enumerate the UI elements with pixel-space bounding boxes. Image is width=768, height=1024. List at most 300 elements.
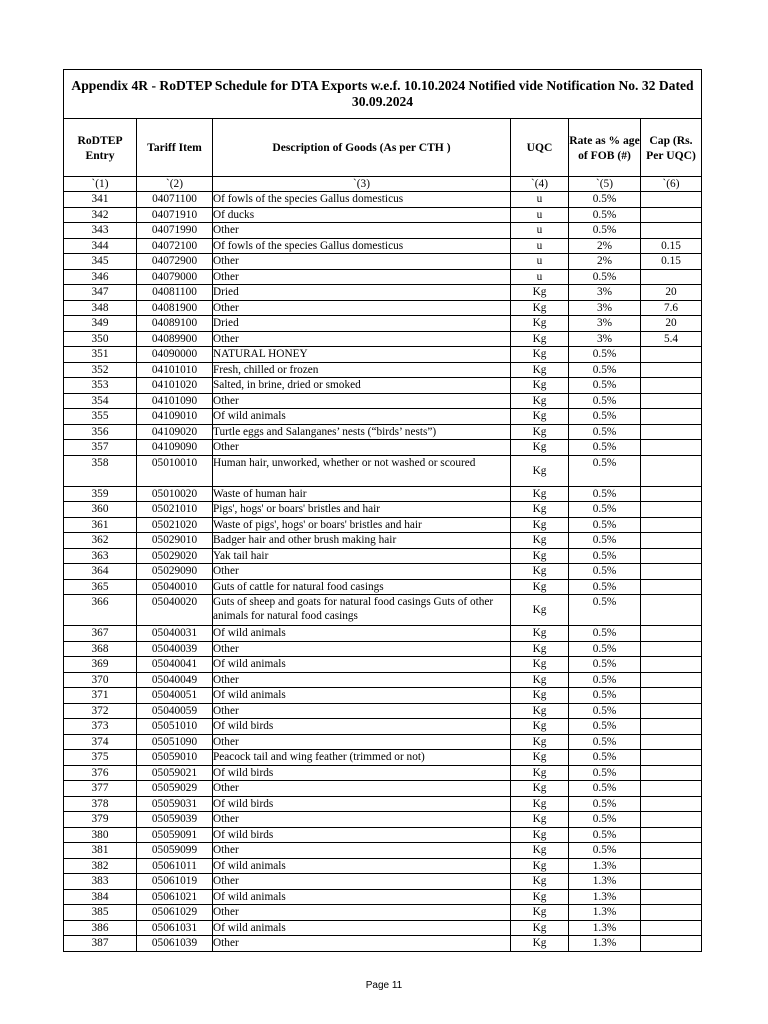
cell-cap — [641, 827, 702, 843]
page-number: Page 11 — [365, 980, 403, 991]
cell-description: Of wild animals — [213, 409, 511, 425]
cell-cap — [641, 719, 702, 735]
table-row — [64, 920, 702, 936]
table-row — [64, 688, 702, 704]
cell-uqc: Kg — [511, 393, 569, 409]
cell-description: Of wild animals — [213, 889, 511, 905]
cell-rate: 1.3% — [569, 858, 641, 874]
cell-uqc: Kg — [511, 843, 569, 859]
cell-cap — [641, 765, 702, 781]
cell-tariff-item: 04109020 — [137, 424, 213, 440]
cell-rate: 0.5% — [569, 362, 641, 378]
table-row — [64, 192, 702, 208]
cell-description: Yak tail hair — [213, 548, 511, 564]
cell-uqc: u — [511, 254, 569, 270]
cell-rate: 1.3% — [569, 889, 641, 905]
cell-tariff-item: 05040031 — [137, 626, 213, 642]
cell-uqc: Kg — [511, 719, 569, 735]
cell-entry: 386 — [64, 920, 137, 936]
cell-cap — [641, 812, 702, 828]
table-row — [64, 207, 702, 223]
cell-description: Of ducks — [213, 207, 511, 223]
cell-cap — [641, 269, 702, 285]
cell-entry: 352 — [64, 362, 137, 378]
cell-uqc: Kg — [511, 579, 569, 595]
cell-cap — [641, 920, 702, 936]
header-tariff: Tariff Item — [137, 119, 213, 177]
cell-tariff-item: 04089100 — [137, 316, 213, 332]
cell-entry: 361 — [64, 517, 137, 533]
cell-uqc: Kg — [511, 378, 569, 394]
cell-uqc: Kg — [511, 936, 569, 952]
cell-description: Other — [213, 843, 511, 859]
table-row — [64, 300, 702, 316]
cell-description: Waste of human hair — [213, 486, 511, 502]
cell-uqc: Kg — [511, 641, 569, 657]
column-number: `(6) — [641, 177, 702, 192]
cell-cap — [641, 858, 702, 874]
cell-entry: 359 — [64, 486, 137, 502]
cell-rate: 0.5% — [569, 378, 641, 394]
cell-entry: 372 — [64, 703, 137, 719]
cell-description: Waste of pigs', hogs' or boars' bristles and hair — [213, 517, 511, 533]
cell-cap — [641, 223, 702, 239]
cell-uqc: Kg — [511, 920, 569, 936]
column-number: `(1) — [64, 177, 137, 192]
cell-rate: 0.5% — [569, 517, 641, 533]
cell-cap — [641, 347, 702, 363]
cell-rate: 0.5% — [569, 641, 641, 657]
cell-uqc: Kg — [511, 362, 569, 378]
cell-rate: 0.5% — [569, 765, 641, 781]
header-uqc: UQC — [511, 119, 569, 177]
cell-entry: 377 — [64, 781, 137, 797]
cell-description: Other — [213, 874, 511, 890]
cell-rate: 2% — [569, 238, 641, 254]
cell-entry: 387 — [64, 936, 137, 952]
table-row — [64, 765, 702, 781]
cell-rate: 0.5% — [569, 440, 641, 456]
cell-entry: 363 — [64, 548, 137, 564]
table-row — [64, 238, 702, 254]
cell-rate: 0.5% — [569, 672, 641, 688]
cell-cap — [641, 440, 702, 456]
cell-uqc: u — [511, 192, 569, 208]
cell-uqc: Kg — [511, 626, 569, 642]
cell-tariff-item: 05059099 — [137, 843, 213, 859]
cell-cap — [641, 378, 702, 394]
cell-tariff-item: 05059039 — [137, 812, 213, 828]
table-row — [64, 719, 702, 735]
cell-uqc: Kg — [511, 734, 569, 750]
cell-description: Other — [213, 905, 511, 921]
cell-cap — [641, 362, 702, 378]
cell-cap — [641, 502, 702, 518]
cell-description: Other — [213, 812, 511, 828]
cell-rate: 0.5% — [569, 750, 641, 766]
cell-description: NATURAL HONEY — [213, 347, 511, 363]
cell-cap — [641, 781, 702, 797]
cell-cap — [641, 533, 702, 549]
cell-rate: 0.5% — [569, 564, 641, 580]
cell-entry: 364 — [64, 564, 137, 580]
table-row — [64, 502, 702, 518]
cell-cap: 7.6 — [641, 300, 702, 316]
table-row — [64, 564, 702, 580]
column-number: `(5) — [569, 177, 641, 192]
cell-rate: 0.5% — [569, 796, 641, 812]
table-row — [64, 269, 702, 285]
table-body — [64, 192, 702, 952]
cell-description: Other — [213, 440, 511, 456]
cell-uqc: Kg — [511, 517, 569, 533]
cell-cap: 20 — [641, 285, 702, 301]
header-entry: RoDTEP Entry — [64, 119, 137, 177]
cell-entry: 357 — [64, 440, 137, 456]
cell-tariff-item: 05061039 — [137, 936, 213, 952]
cell-description: Of wild birds — [213, 719, 511, 735]
cell-entry: 375 — [64, 750, 137, 766]
cell-entry: 353 — [64, 378, 137, 394]
cell-entry: 362 — [64, 533, 137, 549]
cell-description: Badger hair and other brush making hair — [213, 533, 511, 549]
cell-tariff-item: 05059021 — [137, 765, 213, 781]
cell-entry: 373 — [64, 719, 137, 735]
cell-cap — [641, 393, 702, 409]
cell-description: Guts of sheep and goats for natural food casings Guts of other animals for natural food casings — [213, 595, 511, 626]
cell-rate: 0.5% — [569, 657, 641, 673]
cell-rate: 0.5% — [569, 192, 641, 208]
cell-description: Of wild birds — [213, 796, 511, 812]
table-row — [64, 889, 702, 905]
cell-uqc: Kg — [511, 533, 569, 549]
cell-rate: 0.5% — [569, 812, 641, 828]
cell-cap — [641, 409, 702, 425]
cell-description: Other — [213, 269, 511, 285]
table-row — [64, 347, 702, 363]
cell-cap — [641, 579, 702, 595]
cell-description: Of wild animals — [213, 657, 511, 673]
cell-cap — [641, 207, 702, 223]
cell-cap — [641, 517, 702, 533]
cell-cap — [641, 595, 702, 626]
cell-uqc: u — [511, 223, 569, 239]
cell-tariff-item: 05029010 — [137, 533, 213, 549]
cell-cap: 0.15 — [641, 238, 702, 254]
cell-tariff-item: 05059091 — [137, 827, 213, 843]
cell-entry: 371 — [64, 688, 137, 704]
cell-description: Other — [213, 223, 511, 239]
cell-tariff-item: 04079000 — [137, 269, 213, 285]
cell-rate: 0.5% — [569, 409, 641, 425]
cell-uqc: Kg — [511, 812, 569, 828]
table-row — [64, 905, 702, 921]
table-row — [64, 626, 702, 642]
rodtep-schedule-table — [63, 69, 702, 952]
cell-uqc: Kg — [511, 564, 569, 580]
table-title: Appendix 4R - RoDTEP Schedule for DTA Exports w.e.f. 10.10.2024 Notified vide Notification No. 32 Dated 30.09.2024 — [64, 70, 702, 119]
table-row — [64, 331, 702, 347]
cell-tariff-item: 04071990 — [137, 223, 213, 239]
cell-uqc: Kg — [511, 595, 569, 626]
column-number: `(2) — [137, 177, 213, 192]
table-row — [64, 750, 702, 766]
cell-entry: 384 — [64, 889, 137, 905]
cell-uqc: Kg — [511, 285, 569, 301]
cell-uqc: Kg — [511, 548, 569, 564]
table-row — [64, 533, 702, 549]
cell-rate: 1.3% — [569, 920, 641, 936]
table-row — [64, 734, 702, 750]
cell-entry: 380 — [64, 827, 137, 843]
cell-cap — [641, 688, 702, 704]
cell-uqc: Kg — [511, 424, 569, 440]
cell-uqc: Kg — [511, 703, 569, 719]
cell-uqc: Kg — [511, 409, 569, 425]
table-row — [64, 424, 702, 440]
cell-description: Salted, in brine, dried or smoked — [213, 378, 511, 394]
cell-entry: 347 — [64, 285, 137, 301]
cell-description: Of wild animals — [213, 626, 511, 642]
cell-uqc: u — [511, 238, 569, 254]
table-row — [64, 672, 702, 688]
cell-tariff-item: 05040010 — [137, 579, 213, 595]
cell-entry: 342 — [64, 207, 137, 223]
cell-tariff-item: 04072100 — [137, 238, 213, 254]
cell-tariff-item: 05059010 — [137, 750, 213, 766]
cell-uqc: Kg — [511, 672, 569, 688]
cell-tariff-item: 05061021 — [137, 889, 213, 905]
cell-tariff-item: 04089900 — [137, 331, 213, 347]
cell-uqc: Kg — [511, 331, 569, 347]
cell-tariff-item: 04072900 — [137, 254, 213, 270]
cell-uqc: Kg — [511, 874, 569, 890]
cell-description: Other — [213, 672, 511, 688]
cell-uqc: u — [511, 207, 569, 223]
cell-description: Of wild animals — [213, 920, 511, 936]
cell-rate: 0.5% — [569, 223, 641, 239]
cell-cap — [641, 564, 702, 580]
cell-tariff-item: 05021020 — [137, 517, 213, 533]
cell-tariff-item: 05029090 — [137, 564, 213, 580]
cell-description: Of wild birds — [213, 765, 511, 781]
cell-rate: 0.5% — [569, 424, 641, 440]
cell-cap — [641, 796, 702, 812]
cell-description: Turtle eggs and Salanganes’ nests (“birds’ nests”) — [213, 424, 511, 440]
header-rate: Rate as % age of FOB (#) — [569, 119, 641, 177]
table-row — [64, 517, 702, 533]
cell-description: Other — [213, 300, 511, 316]
cell-description: Of fowls of the species Gallus domesticus — [213, 238, 511, 254]
cell-entry: 383 — [64, 874, 137, 890]
cell-entry: 358 — [64, 455, 137, 486]
cell-rate: 0.5% — [569, 486, 641, 502]
table-row — [64, 316, 702, 332]
cell-entry: 378 — [64, 796, 137, 812]
cell-cap — [641, 843, 702, 859]
cell-description: Dried — [213, 316, 511, 332]
cell-description: Of wild animals — [213, 688, 511, 704]
table-row — [64, 285, 702, 301]
table-row — [64, 223, 702, 239]
cell-cap — [641, 641, 702, 657]
cell-description: Pigs', hogs' or boars' bristles and hair — [213, 502, 511, 518]
cell-description: Dried — [213, 285, 511, 301]
cell-tariff-item: 04081100 — [137, 285, 213, 301]
cell-tariff-item: 04071910 — [137, 207, 213, 223]
cell-description: Other — [213, 254, 511, 270]
table-row — [64, 362, 702, 378]
cell-uqc: u — [511, 269, 569, 285]
cell-uqc: Kg — [511, 455, 569, 486]
cell-rate: 3% — [569, 316, 641, 332]
cell-rate: 0.5% — [569, 843, 641, 859]
cell-rate: 0.5% — [569, 533, 641, 549]
column-number: `(4) — [511, 177, 569, 192]
cell-tariff-item: 05040051 — [137, 688, 213, 704]
table-row — [64, 641, 702, 657]
cell-cap — [641, 889, 702, 905]
cell-cap — [641, 734, 702, 750]
cell-rate: 3% — [569, 331, 641, 347]
cell-entry: 374 — [64, 734, 137, 750]
table-row — [64, 796, 702, 812]
cell-tariff-item: 04101010 — [137, 362, 213, 378]
cell-tariff-item: 04109090 — [137, 440, 213, 456]
cell-uqc: Kg — [511, 688, 569, 704]
cell-entry: 354 — [64, 393, 137, 409]
cell-entry: 370 — [64, 672, 137, 688]
cell-rate: 0.5% — [569, 626, 641, 642]
cell-description: Other — [213, 641, 511, 657]
cell-rate: 0.5% — [569, 548, 641, 564]
cell-entry: 366 — [64, 595, 137, 626]
cell-uqc: Kg — [511, 796, 569, 812]
cell-tariff-item: 04109010 — [137, 409, 213, 425]
cell-rate: 0.5% — [569, 827, 641, 843]
cell-description: Other — [213, 564, 511, 580]
cell-description: Of wild birds — [213, 827, 511, 843]
cell-entry: 355 — [64, 409, 137, 425]
cell-rate: 3% — [569, 300, 641, 316]
cell-rate: 0.5% — [569, 347, 641, 363]
cell-description: Other — [213, 781, 511, 797]
cell-tariff-item: 05040039 — [137, 641, 213, 657]
table-row — [64, 827, 702, 843]
cell-cap — [641, 548, 702, 564]
cell-uqc: Kg — [511, 486, 569, 502]
cell-uqc: Kg — [511, 440, 569, 456]
cell-tariff-item: 05021010 — [137, 502, 213, 518]
cell-cap — [641, 703, 702, 719]
table-row — [64, 455, 702, 486]
cell-rate: 3% — [569, 285, 641, 301]
cell-cap: 0.15 — [641, 254, 702, 270]
cell-description: Of wild animals — [213, 858, 511, 874]
table-row — [64, 874, 702, 890]
cell-description: Other — [213, 936, 511, 952]
cell-rate: 1.3% — [569, 905, 641, 921]
cell-entry: 349 — [64, 316, 137, 332]
cell-entry: 360 — [64, 502, 137, 518]
cell-cap — [641, 657, 702, 673]
cell-uqc: Kg — [511, 347, 569, 363]
cell-rate: 0.5% — [569, 579, 641, 595]
cell-entry: 369 — [64, 657, 137, 673]
cell-description: Other — [213, 393, 511, 409]
cell-entry: 345 — [64, 254, 137, 270]
cell-tariff-item: 05059031 — [137, 796, 213, 812]
table-row — [64, 579, 702, 595]
header-description: Description of Goods (As per CTH ) — [213, 119, 511, 177]
cell-rate: 0.5% — [569, 269, 641, 285]
table-row — [64, 781, 702, 797]
cell-rate: 0.5% — [569, 393, 641, 409]
cell-entry: 382 — [64, 858, 137, 874]
cell-entry: 365 — [64, 579, 137, 595]
cell-rate: 0.5% — [569, 703, 641, 719]
cell-tariff-item: 05040020 — [137, 595, 213, 626]
cell-uqc: Kg — [511, 905, 569, 921]
cell-rate: 1.3% — [569, 874, 641, 890]
cell-description: Of fowls of the species Gallus domesticus — [213, 192, 511, 208]
cell-tariff-item: 05040041 — [137, 657, 213, 673]
table-row — [64, 936, 702, 952]
table-row — [64, 254, 702, 270]
cell-uqc: Kg — [511, 858, 569, 874]
cell-entry: 385 — [64, 905, 137, 921]
cell-entry: 341 — [64, 192, 137, 208]
table-row — [64, 409, 702, 425]
cell-rate: 0.5% — [569, 455, 641, 486]
cell-cap — [641, 626, 702, 642]
cell-uqc: Kg — [511, 781, 569, 797]
cell-tariff-item: 05051090 — [137, 734, 213, 750]
cell-tariff-item: 04081900 — [137, 300, 213, 316]
column-number: `(3) — [213, 177, 511, 192]
cell-uqc: Kg — [511, 765, 569, 781]
table-row — [64, 393, 702, 409]
cell-cap — [641, 672, 702, 688]
cell-description: Other — [213, 734, 511, 750]
cell-tariff-item: 05061031 — [137, 920, 213, 936]
cell-entry: 351 — [64, 347, 137, 363]
cell-tariff-item: 05059029 — [137, 781, 213, 797]
cell-tariff-item: 05010020 — [137, 486, 213, 502]
header-cap: Cap (Rs. Per UQC) — [641, 119, 702, 177]
cell-tariff-item: 04071100 — [137, 192, 213, 208]
cell-entry: 348 — [64, 300, 137, 316]
cell-description: Other — [213, 331, 511, 347]
cell-rate: 0.5% — [569, 734, 641, 750]
cell-entry: 344 — [64, 238, 137, 254]
cell-cap — [641, 874, 702, 890]
cell-rate: 0.5% — [569, 502, 641, 518]
cell-tariff-item: 05061011 — [137, 858, 213, 874]
cell-uqc: Kg — [511, 827, 569, 843]
cell-uqc: Kg — [511, 502, 569, 518]
cell-uqc: Kg — [511, 750, 569, 766]
cell-entry: 376 — [64, 765, 137, 781]
table-row — [64, 440, 702, 456]
cell-rate: 0.5% — [569, 719, 641, 735]
cell-tariff-item: 05040059 — [137, 703, 213, 719]
cell-description: Other — [213, 703, 511, 719]
cell-entry: 368 — [64, 641, 137, 657]
cell-entry: 350 — [64, 331, 137, 347]
table-row — [64, 595, 702, 626]
cell-tariff-item: 04101020 — [137, 378, 213, 394]
